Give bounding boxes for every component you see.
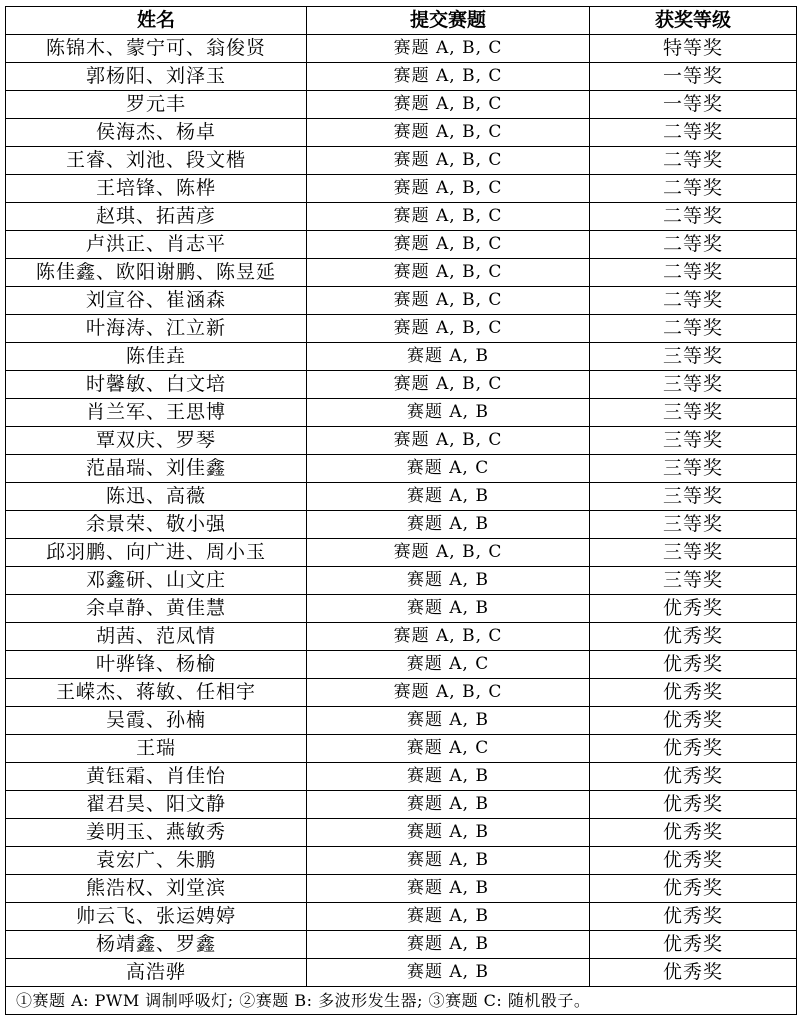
submission-cell: 赛题 A, B, C [307, 259, 590, 287]
table-row [6, 231, 797, 259]
award-cell: 二等奖 [590, 119, 797, 147]
award-cell: 二等奖 [590, 315, 797, 343]
award-cell: 三等奖 [590, 455, 797, 483]
table-row [6, 623, 797, 651]
column-header-submission: 提交赛题 [307, 7, 590, 35]
name-cell: 陈锦木、蒙宁可、翁俊贤 [6, 35, 307, 63]
submission-cell: 赛题 A, B, C [307, 539, 590, 567]
table-row [6, 511, 797, 539]
name-cell: 侯海杰、杨卓 [6, 119, 307, 147]
submission-cell: 赛题 A, B [307, 847, 590, 875]
name-cell: 陈佳鑫、欧阳谢鹏、陈昱延 [6, 259, 307, 287]
submission-cell: 赛题 A, B, C [307, 119, 590, 147]
name-cell: 邓鑫研、山文庄 [6, 567, 307, 595]
name-cell: 袁宏广、朱鹏 [6, 847, 307, 875]
table-row [6, 735, 797, 763]
submission-cell: 赛题 A, B [307, 511, 590, 539]
table-row [6, 175, 797, 203]
award-cell: 优秀奖 [590, 875, 797, 903]
award-cell: 优秀奖 [590, 735, 797, 763]
award-cell: 特等奖 [590, 35, 797, 63]
name-cell: 罗元丰 [6, 91, 307, 119]
submission-cell: 赛题 A, B, C [307, 623, 590, 651]
submission-cell: 赛题 A, C [307, 651, 590, 679]
table-body [6, 35, 797, 987]
table-row [6, 931, 797, 959]
award-cell: 二等奖 [590, 259, 797, 287]
award-cell: 优秀奖 [590, 959, 797, 987]
submission-cell: 赛题 A, B [307, 959, 590, 987]
table-row [6, 427, 797, 455]
award-cell: 优秀奖 [590, 931, 797, 959]
submission-cell: 赛题 A, B [307, 931, 590, 959]
name-cell: 余景荣、敬小强 [6, 511, 307, 539]
table-row [6, 91, 797, 119]
award-cell: 优秀奖 [590, 623, 797, 651]
award-cell: 二等奖 [590, 147, 797, 175]
name-cell: 胡茜、范凤情 [6, 623, 307, 651]
award-cell: 三等奖 [590, 343, 797, 371]
table-row [6, 567, 797, 595]
award-cell: 一等奖 [590, 63, 797, 91]
award-cell: 三等奖 [590, 567, 797, 595]
name-cell: 帅云飞、张运娉婷 [6, 903, 307, 931]
table-row [6, 651, 797, 679]
table-row [6, 119, 797, 147]
table-row [6, 679, 797, 707]
name-cell: 吴霞、孙楠 [6, 707, 307, 735]
name-cell: 王瑞 [6, 735, 307, 763]
submission-cell: 赛题 A, C [307, 455, 590, 483]
table-row [6, 455, 797, 483]
table-row [6, 315, 797, 343]
table-row [6, 147, 797, 175]
award-cell: 优秀奖 [590, 679, 797, 707]
name-cell: 叶骅锋、杨榆 [6, 651, 307, 679]
table-row [6, 343, 797, 371]
name-cell: 叶海涛、江立新 [6, 315, 307, 343]
submission-cell: 赛题 A, B, C [307, 63, 590, 91]
submission-cell: 赛题 A, B [307, 567, 590, 595]
submission-cell: 赛题 A, B, C [307, 287, 590, 315]
table-row [6, 875, 797, 903]
table-row [6, 903, 797, 931]
table-row [6, 707, 797, 735]
name-cell: 王嵘杰、蒋敏、任相宇 [6, 679, 307, 707]
name-cell: 肖兰军、王思博 [6, 399, 307, 427]
table-row [6, 483, 797, 511]
name-cell: 陈佳垚 [6, 343, 307, 371]
award-cell: 优秀奖 [590, 763, 797, 791]
submission-cell: 赛题 A, C [307, 735, 590, 763]
table-row [6, 847, 797, 875]
name-cell: 陈迅、高薇 [6, 483, 307, 511]
submission-cell: 赛题 A, B, C [307, 679, 590, 707]
award-cell: 优秀奖 [590, 595, 797, 623]
award-cell: 三等奖 [590, 371, 797, 399]
name-cell: 高浩骅 [6, 959, 307, 987]
award-cell: 三等奖 [590, 427, 797, 455]
submission-cell: 赛题 A, B, C [307, 231, 590, 259]
submission-cell: 赛题 A, B [307, 343, 590, 371]
table-row [6, 287, 797, 315]
name-cell: 刘宣谷、崔涵森 [6, 287, 307, 315]
table-row [6, 35, 797, 63]
award-cell: 二等奖 [590, 203, 797, 231]
table-row [6, 595, 797, 623]
name-cell: 翟君昊、阳文静 [6, 791, 307, 819]
name-cell: 杨靖鑫、罗鑫 [6, 931, 307, 959]
table-row [6, 819, 797, 847]
submission-cell: 赛题 A, B [307, 791, 590, 819]
submission-cell: 赛题 A, B, C [307, 147, 590, 175]
award-table [5, 6, 797, 1015]
award-cell: 三等奖 [590, 511, 797, 539]
column-header-award: 获奖等级 [590, 7, 797, 35]
name-cell: 时馨敏、白文培 [6, 371, 307, 399]
submission-cell: 赛题 A, B, C [307, 315, 590, 343]
table-header-row [6, 7, 797, 35]
name-cell: 姜明玉、燕敏秀 [6, 819, 307, 847]
submission-cell: 赛题 A, B [307, 763, 590, 791]
award-cell: 二等奖 [590, 231, 797, 259]
submission-cell: 赛题 A, B, C [307, 175, 590, 203]
table-row [6, 763, 797, 791]
name-cell: 赵琪、拓茜彦 [6, 203, 307, 231]
award-cell: 优秀奖 [590, 707, 797, 735]
submission-cell: 赛题 A, B, C [307, 203, 590, 231]
submission-cell: 赛题 A, B [307, 903, 590, 931]
table-row [6, 959, 797, 987]
award-cell: 三等奖 [590, 399, 797, 427]
name-cell: 覃双庆、罗琴 [6, 427, 307, 455]
submission-cell: 赛题 A, B, C [307, 35, 590, 63]
footnote-row [6, 987, 797, 1015]
submission-cell: 赛题 A, B [307, 707, 590, 735]
table-row [6, 259, 797, 287]
award-cell: 二等奖 [590, 287, 797, 315]
submission-cell: 赛题 A, B [307, 399, 590, 427]
name-cell: 卢洪正、肖志平 [6, 231, 307, 259]
submission-cell: 赛题 A, B [307, 819, 590, 847]
name-cell: 黄钰霜、肖佳怡 [6, 763, 307, 791]
name-cell: 邱羽鹏、向广进、周小玉 [6, 539, 307, 567]
table-row [6, 399, 797, 427]
name-cell: 郭杨阳、刘泽玉 [6, 63, 307, 91]
table-row [6, 539, 797, 567]
award-cell: 优秀奖 [590, 791, 797, 819]
award-cell: 优秀奖 [590, 903, 797, 931]
submission-cell: 赛题 A, B, C [307, 91, 590, 119]
award-cell: 三等奖 [590, 483, 797, 511]
table-row [6, 371, 797, 399]
table-row [6, 791, 797, 819]
submission-cell: 赛题 A, B [307, 483, 590, 511]
name-cell: 范晶瑞、刘佳鑫 [6, 455, 307, 483]
award-cell: 优秀奖 [590, 651, 797, 679]
submission-cell: 赛题 A, B, C [307, 371, 590, 399]
submission-cell: 赛题 A, B [307, 875, 590, 903]
award-cell: 一等奖 [590, 91, 797, 119]
footnote: ①赛题 A: PWM 调制呼吸灯; ②赛题 B: 多波形发生器; ③赛题 C: 随机骰子。 [6, 987, 797, 1015]
column-header-name: 姓名 [6, 7, 307, 35]
name-cell: 余卓静、黄佳慧 [6, 595, 307, 623]
award-cell: 优秀奖 [590, 819, 797, 847]
table-row [6, 203, 797, 231]
name-cell: 王培锋、陈桦 [6, 175, 307, 203]
award-cell: 三等奖 [590, 539, 797, 567]
submission-cell: 赛题 A, B [307, 595, 590, 623]
award-cell: 优秀奖 [590, 847, 797, 875]
award-cell: 二等奖 [590, 175, 797, 203]
name-cell: 熊浩权、刘堂滨 [6, 875, 307, 903]
submission-cell: 赛题 A, B, C [307, 427, 590, 455]
table-row [6, 63, 797, 91]
name-cell: 王睿、刘池、段文楷 [6, 147, 307, 175]
